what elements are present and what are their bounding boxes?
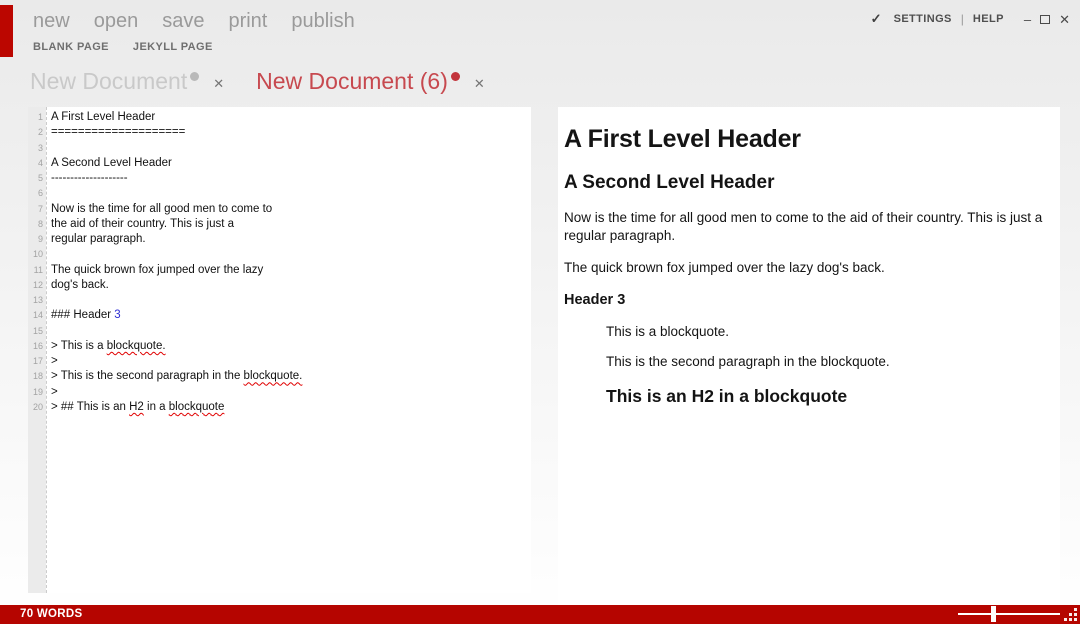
line-text bbox=[46, 141, 51, 156]
tab-close-icon[interactable]: ✕ bbox=[473, 76, 485, 91]
zoom-slider-handle[interactable] bbox=[991, 606, 996, 622]
editor-line bbox=[28, 354, 531, 369]
menu-blank-page[interactable]: BLANK PAGE bbox=[33, 41, 109, 53]
window-controls bbox=[1024, 13, 1070, 26]
line-number: 10 bbox=[32, 249, 43, 260]
line-text bbox=[46, 217, 234, 232]
accent-bar bbox=[0, 5, 13, 57]
line-text bbox=[46, 369, 302, 384]
editor-line bbox=[28, 308, 531, 323]
menu-jekyll-page[interactable]: JEKYLL PAGE bbox=[132, 41, 213, 53]
tab-label: New Document bbox=[30, 68, 188, 94]
line-number: 11 bbox=[33, 264, 43, 275]
editor-line bbox=[28, 293, 531, 308]
line-text bbox=[46, 202, 272, 217]
editor-pane[interactable] bbox=[28, 107, 531, 593]
line-text bbox=[46, 156, 172, 171]
code-segment: > bbox=[51, 355, 58, 367]
editor-line bbox=[28, 278, 531, 293]
line-number: 2 bbox=[37, 127, 43, 138]
line-number: 14 bbox=[32, 310, 43, 321]
code-segment: > bbox=[51, 385, 58, 398]
line-number: 12 bbox=[32, 279, 43, 290]
line-number: 13 bbox=[32, 295, 43, 305]
resize-grip-icon[interactable] bbox=[1064, 608, 1077, 621]
line-number: 7 bbox=[37, 203, 43, 214]
close-button[interactable]: ✕ bbox=[1059, 11, 1070, 27]
status-bar bbox=[0, 605, 1080, 624]
preview-p: Now is the time for all good men to come to the aid of their country. This is just a regular paragraph. bbox=[564, 210, 1043, 243]
line-text bbox=[46, 339, 166, 354]
line-text bbox=[46, 308, 121, 323]
editor-line bbox=[28, 125, 531, 140]
menu-open[interactable]: open bbox=[93, 10, 139, 32]
line-number: 6 bbox=[37, 188, 43, 199]
code-segment: the aid of their country. This is just a bbox=[51, 217, 235, 230]
editor-line bbox=[28, 217, 531, 232]
word-count: 70 WORDS bbox=[20, 608, 83, 620]
line-number: 19 bbox=[32, 386, 43, 397]
preview-h3: Header 3 bbox=[564, 291, 626, 308]
editor-line bbox=[28, 141, 531, 156]
line-text bbox=[46, 110, 155, 125]
settings-button[interactable]: SETTINGS bbox=[893, 13, 952, 25]
minimize-button[interactable]: – bbox=[1023, 11, 1032, 27]
menu-publish[interactable]: publish bbox=[291, 10, 355, 32]
maximize-icon bbox=[1040, 15, 1050, 24]
header-right bbox=[871, 10, 1070, 28]
line-number: 4 bbox=[37, 157, 43, 168]
line-text bbox=[46, 293, 51, 308]
preview-p: This is the second paragraph in the blockquote. bbox=[606, 354, 890, 369]
code-segment: blockquote. bbox=[106, 339, 166, 352]
modified-dot-icon bbox=[451, 72, 460, 81]
modified-dot-icon bbox=[190, 72, 199, 81]
editor-line bbox=[28, 400, 531, 415]
tab-new-document[interactable] bbox=[30, 68, 224, 95]
code-segment: dog's back. bbox=[51, 278, 109, 291]
code-segment: A Second Level Header bbox=[51, 156, 172, 169]
code-segment: > This is a bbox=[51, 339, 107, 352]
line-text bbox=[46, 171, 128, 186]
line-number: 16 bbox=[32, 340, 43, 351]
line-number: 1 bbox=[37, 112, 43, 122]
preview-h1: A First Level Header bbox=[564, 125, 801, 153]
tab-label: New Document (6) bbox=[256, 68, 448, 94]
code-segment: in a bbox=[143, 400, 169, 413]
tab-new-document-6[interactable] bbox=[256, 68, 485, 95]
line-number: 8 bbox=[37, 218, 43, 229]
editor-line bbox=[28, 202, 531, 217]
code-segment: H2 bbox=[129, 400, 144, 413]
editor-line bbox=[28, 186, 531, 201]
line-number: 20 bbox=[32, 401, 43, 412]
editor-line bbox=[28, 156, 531, 171]
menu-save[interactable]: save bbox=[162, 10, 205, 32]
line-number: 18 bbox=[32, 371, 43, 382]
help-button[interactable]: HELP bbox=[972, 13, 1004, 25]
check-icon: ✓ bbox=[870, 11, 882, 26]
preview-blockquote bbox=[606, 323, 1046, 407]
line-text bbox=[46, 278, 109, 293]
code-segment: ==================== bbox=[51, 126, 186, 139]
preview-h2: A Second Level Header bbox=[564, 172, 775, 193]
page-type-menu bbox=[33, 41, 213, 53]
main-menu bbox=[33, 10, 355, 33]
line-text bbox=[46, 385, 58, 400]
line-text bbox=[46, 232, 146, 247]
tab-bar bbox=[30, 68, 485, 95]
line-text bbox=[46, 400, 224, 415]
line-number: 5 bbox=[37, 173, 43, 183]
editor-line bbox=[28, 369, 531, 384]
editor-line bbox=[28, 263, 531, 278]
menu-new[interactable]: new bbox=[33, 10, 70, 32]
editor-line bbox=[28, 385, 531, 400]
preview-pane bbox=[558, 107, 1060, 605]
menu-print[interactable]: print bbox=[228, 10, 268, 32]
line-number: 17 bbox=[32, 356, 43, 366]
menu-separator: | bbox=[960, 12, 964, 26]
editor-line bbox=[28, 247, 531, 262]
editor-line bbox=[28, 232, 531, 247]
line-text bbox=[46, 263, 263, 278]
editor-line bbox=[28, 339, 531, 354]
code-segment: -------------------- bbox=[51, 172, 128, 184]
code-segment: > ## This is an bbox=[51, 400, 130, 413]
line-number: 9 bbox=[37, 234, 43, 244]
code-segment: > This is the second paragraph in the bbox=[51, 370, 244, 383]
line-number: 3 bbox=[37, 142, 43, 153]
editor-lines bbox=[28, 107, 531, 415]
code-segment: regular paragraph. bbox=[51, 233, 146, 245]
zoom-slider-track[interactable] bbox=[958, 613, 1060, 615]
maximize-button[interactable] bbox=[1040, 13, 1050, 26]
line-text bbox=[46, 354, 58, 369]
code-segment: Now is the time for all good men to come to bbox=[51, 202, 273, 215]
line-text bbox=[46, 186, 51, 201]
code-segment: A First Level Header bbox=[51, 111, 156, 123]
line-text bbox=[46, 247, 51, 262]
preview-p: This is a blockquote. bbox=[606, 323, 730, 339]
code-segment: blockquote bbox=[168, 400, 225, 413]
editor-line bbox=[28, 171, 531, 186]
line-text bbox=[46, 125, 185, 140]
code-segment: The quick brown fox jumped over the lazy bbox=[51, 263, 264, 276]
code-segment: ### Header bbox=[51, 309, 115, 322]
tab-close-icon[interactable]: ✕ bbox=[213, 76, 225, 91]
editor-line bbox=[28, 110, 531, 125]
code-segment: 3 bbox=[114, 309, 121, 322]
preview-p: The quick brown fox jumped over the lazy dog's back. bbox=[564, 260, 885, 275]
line-number: 15 bbox=[32, 325, 43, 336]
code-segment: blockquote. bbox=[243, 370, 303, 383]
preview-h2: This is an H2 in a blockquote bbox=[606, 385, 848, 406]
editor-line bbox=[28, 324, 531, 339]
line-text bbox=[46, 324, 51, 339]
